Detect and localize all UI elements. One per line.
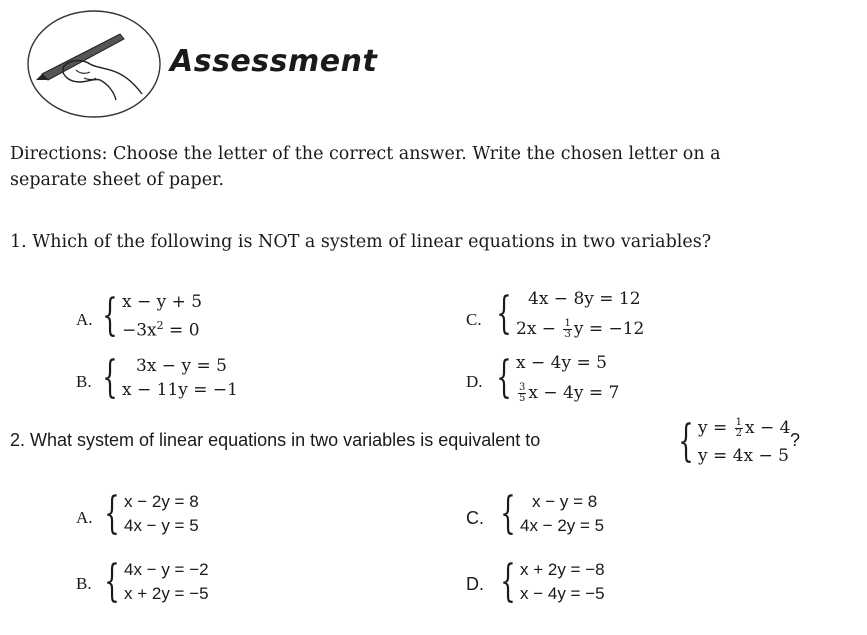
q1-option-a-eq1: x − y + 5: [122, 292, 203, 312]
q1-option-b-letter: B.: [76, 372, 92, 391]
q2-option-b-eq1: 4x − y = −2: [124, 560, 209, 579]
q2-option-c-eq1: x − y = 8: [532, 492, 598, 511]
q1-option-b-eq1: 3x − y = 5: [136, 356, 227, 376]
q2-option-c-system: { x − y = 8 4x − 2y = 5: [500, 488, 605, 539]
q2-option-d-system: { x + 2y = −8 x − 4y = −5: [500, 556, 605, 607]
q1-option-a-letter: A.: [76, 310, 93, 329]
hand-writing-icon: [24, 8, 164, 120]
q2-option-a-eq2: 4x − y = 5: [124, 516, 199, 535]
q1-option-d-system: { x − 4y = 5 $\frac{3}{5}$ x − 4y = 7: [490, 348, 619, 408]
q2-option-c-letter: C.: [466, 508, 484, 528]
q2-question-mark: ?: [790, 430, 801, 450]
q1-option-a-eq2: $-3x^2 = 0$: [122, 319, 200, 341]
question-1-text: 1. Which of the following is NOT a system of linear equations in two variables?: [10, 232, 712, 252]
directions-line-2: separate sheet of paper.: [10, 170, 225, 190]
q1-option-d-eq1: x − 4y = 5: [516, 353, 607, 373]
q2-option-a-eq1: x − 2y = 8: [124, 492, 199, 511]
directions-line-1: Directions: Choose the letter of the correct answer. Write the chosen letter on a: [10, 144, 721, 164]
q2-given-eq1: y = $\frac{1}{2}$ x − 4: [698, 417, 791, 439]
q1-option-d-eq2: $\frac{3}{5}$ x − 4y = 7: [519, 382, 620, 404]
q2-option-d-eq2: x − 4y = −5: [520, 584, 605, 603]
q1-option-c-eq2: 2x − $\frac{1}{3}$ y = −12: [516, 318, 645, 340]
q2-option-b-system: { 4x − y = −2 x + 2y = −5: [104, 556, 209, 607]
q1-option-b-eq2: x − 11y = −1: [122, 380, 238, 400]
question-2-text: 2. What system of linear equations in two variables is equivalent to: [10, 430, 541, 450]
q1-option-b-system: { 3x − y = 5 x − 11y = −1: [102, 352, 238, 403]
q2-given-system: { y = $\frac{1}{2}$ x − 4 y = 4x − 5: [672, 414, 791, 470]
q1-option-d-letter: D.: [466, 372, 483, 391]
q1-option-a-system: { x − y + 5 $-3x^2 = 0$: [102, 290, 203, 342]
q2-option-b-eq2: x + 2y = −5: [124, 584, 209, 603]
q2-option-a-system: { x − 2y = 8 4x − y = 5: [104, 488, 199, 539]
q1-option-c-eq1: 4x − 8y = 12: [528, 289, 641, 309]
q2-option-b-letter: B.: [76, 574, 92, 593]
q2-option-a-letter: A.: [76, 508, 93, 527]
q2-given-eq2: y = 4x − 5: [698, 446, 789, 466]
q2-option-d-letter: D.: [466, 574, 484, 594]
q1-option-c-letter: C.: [466, 310, 482, 329]
q2-option-c-eq2: 4x − 2y = 5: [520, 516, 605, 535]
q1-option-c-system: { 4x − 8y = 12 2x − $\frac{1}{3}$ y = −12: [490, 284, 644, 344]
page-title: Assessment: [170, 44, 378, 79]
q2-option-d-eq1: x + 2y = −8: [520, 560, 605, 579]
